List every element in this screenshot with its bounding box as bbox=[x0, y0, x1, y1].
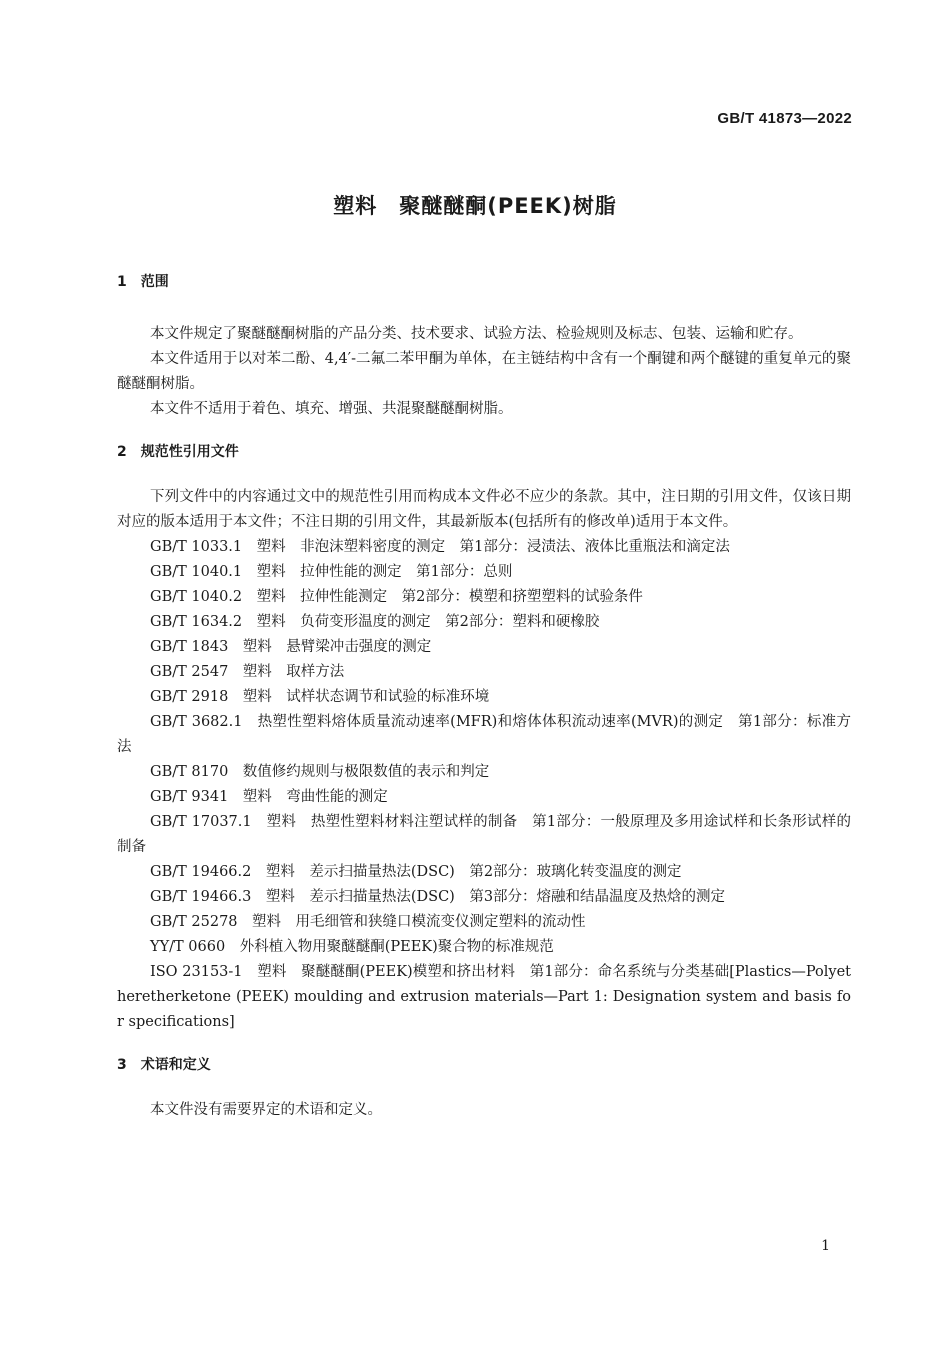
document-title: 塑料 聚醚醚酮(PEEK)树脂 bbox=[333, 194, 617, 218]
paragraph: 下列文件中的内容通过文中的规范性引用而构成本文件必不应少的条款。其中，注日期的引用文件，仅该日期对应的版本适用于本文件；不注日期的引用文件，其最新版本(包括所有的修改单)适用于本文件。 bbox=[117, 489, 851, 530]
reference-item: GB/T 25278 塑料 用毛细管和狭缝口模流变仪测定塑料的流动性 bbox=[150, 914, 586, 930]
document-code: GB/T 41873—2022 bbox=[717, 110, 852, 127]
reference-item: GB/T 8170 数值修约规则与极限数值的表示和判定 bbox=[150, 764, 490, 780]
paragraph: 本文件规定了聚醚醚酮树脂的产品分类、技术要求、试验方法、检验规则及标志、包装、运输和贮存。 bbox=[150, 326, 803, 342]
section-heading-normative-references: 2 规范性引用文件 bbox=[117, 444, 239, 460]
reference-item: GB/T 17037.1 塑料 热塑性塑料材料注塑试样的制备 第1部分：一般原理及多用途试样和长条形试样的制备 bbox=[117, 814, 851, 855]
reference-item: YY/T 0660 外科植入物用聚醚醚酮(PEEK)聚合物的标准规范 bbox=[150, 939, 554, 955]
reference-item: GB/T 1634.2 塑料 负荷变形温度的测定 第2部分：塑料和硬橡胶 bbox=[150, 614, 600, 630]
paragraph: 本文件适用于以对苯二酚、4,4′-二氟二苯甲酮为单体，在主链结构中含有一个酮键和两个醚键的重复单元的聚醚醚酮树脂。 bbox=[117, 351, 851, 392]
reference-item: GB/T 19466.3 塑料 差示扫描量热法(DSC) 第3部分：熔融和结晶温度及热焓的测定 bbox=[150, 889, 726, 905]
section-scope bbox=[117, 270, 851, 422]
reference-item: GB/T 1040.1 塑料 拉伸性能的测定 第1部分：总则 bbox=[150, 564, 513, 580]
reference-item: GB/T 19466.2 塑料 差示扫描量热法(DSC) 第2部分：玻璃化转变温度的测定 bbox=[150, 864, 682, 880]
section-heading-terms-definitions: 3 术语和定义 bbox=[117, 1057, 211, 1073]
reference-item: GB/T 1040.2 塑料 拉伸性能测定 第2部分：模塑和挤塑塑料的试验条件 bbox=[150, 589, 643, 605]
reference-item: ISO 23153-1 塑料 聚醚醚酮(PEEK)模塑和挤出材料 第1部分：命名系统与分类基础[Plastics—Polyetheretherketone (PEEK) moulding and extrusion materials—Part 1: Designation system and basis for specifications] bbox=[117, 964, 851, 1030]
section-heading-scope: 1 范围 bbox=[117, 274, 169, 290]
reference-item: GB/T 1843 塑料 悬臂梁冲击强度的测定 bbox=[150, 639, 432, 655]
page-number: 1 bbox=[821, 1238, 830, 1254]
reference-item: GB/T 3682.1 热塑性塑料熔体质量流动速率(MFR)和熔体体积流动速率(MVR)的测定 第1部分：标准方法 bbox=[117, 714, 851, 755]
document-body bbox=[117, 270, 851, 1123]
section-terms-definitions bbox=[117, 1053, 851, 1123]
reference-item: GB/T 2918 塑料 试样状态调节和试验的标准环境 bbox=[150, 689, 490, 705]
reference-item: GB/T 9341 塑料 弯曲性能的测定 bbox=[150, 789, 388, 805]
section-normative-references bbox=[117, 440, 851, 1035]
reference-item: GB/T 1033.1 塑料 非泡沫塑料密度的测定 第1部分：浸渍法、液体比重瓶法和滴定法 bbox=[150, 539, 730, 555]
reference-item: GB/T 2547 塑料 取样方法 bbox=[150, 664, 345, 680]
paragraph: 本文件不适用于着色、填充、增强、共混聚醚醚酮树脂。 bbox=[150, 401, 513, 417]
paragraph: 本文件没有需要界定的术语和定义。 bbox=[150, 1102, 382, 1118]
